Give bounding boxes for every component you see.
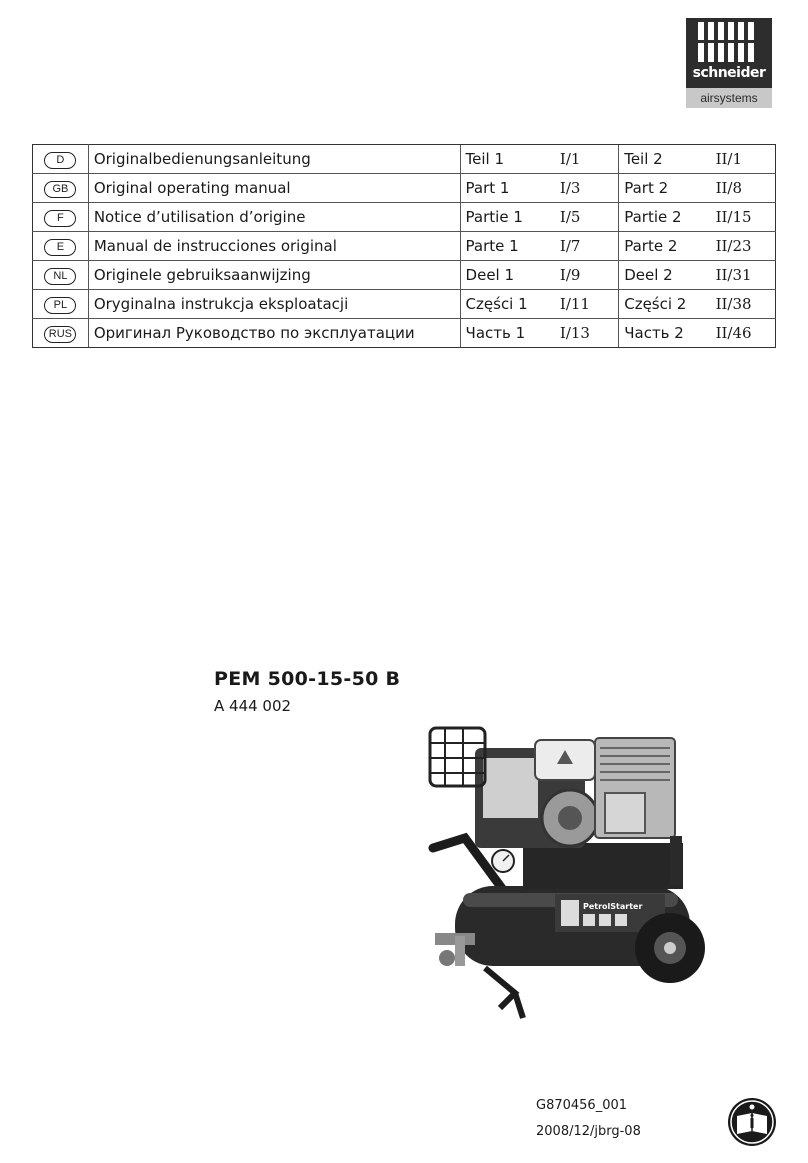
part2-page: II/15: [711, 203, 776, 232]
manual-title: Oryginalna instrukcja eksploatacji: [88, 290, 460, 319]
part2-label: Partie 2: [619, 203, 711, 232]
lang-code-badge: E: [44, 239, 76, 256]
manual-row: [33, 174, 776, 203]
model-code: A 444 002: [214, 697, 292, 715]
part1-label: Partie 1: [460, 203, 555, 232]
part2-page: II/1: [711, 145, 776, 174]
part1-page: I/13: [555, 319, 619, 348]
manual-title: Originele gebruiksaanwijzing: [88, 261, 460, 290]
part1-page: I/3: [555, 174, 619, 203]
lang-code-badge: RUS: [44, 326, 76, 343]
manual-row: [33, 232, 776, 261]
manual-title: Originalbedienungsanleitung: [88, 145, 460, 174]
part2-label: Teil 2: [619, 145, 711, 174]
manual-title: Manual de instrucciones original: [88, 232, 460, 261]
part2-label: Części 2: [619, 290, 711, 319]
lang-cell: [33, 145, 89, 174]
manual-row: [33, 145, 776, 174]
brand-logo: [686, 18, 772, 108]
manual-row: [33, 203, 776, 232]
part2-page: II/8: [711, 174, 776, 203]
manual-index-table: [32, 144, 776, 348]
part1-label: Part 1: [460, 174, 555, 203]
model-name: PEM 500-15-50 B: [214, 668, 401, 690]
part2-page: II/46: [711, 319, 776, 348]
document-date: 2008/12/jbrg-08: [536, 1124, 641, 1139]
lang-cell: [33, 319, 89, 348]
lang-code-badge: F: [44, 210, 76, 227]
logo-brand-text: schneider: [692, 65, 766, 81]
manual-title: Original operating manual: [88, 174, 460, 203]
tank-label-text: PetrolStarter: [583, 902, 643, 911]
part2-page: II/23: [711, 232, 776, 261]
part1-label: Części 1: [460, 290, 555, 319]
part2-label: Deel 2: [619, 261, 711, 290]
manual-title: Оригинал Руководство по эксплуатации: [88, 319, 460, 348]
part1-page: I/7: [555, 232, 619, 261]
compressor-illustration: [405, 718, 725, 1028]
logo-mark: [686, 18, 772, 88]
manual-row: [33, 319, 776, 348]
part1-label: Parte 1: [460, 232, 555, 261]
manual-row: [33, 290, 776, 319]
manual-row: [33, 261, 776, 290]
read-manual-icon: [726, 1096, 778, 1148]
lang-cell: [33, 261, 89, 290]
part1-page: I/11: [555, 290, 619, 319]
lang-code-badge: NL: [44, 268, 76, 285]
manual-title: Notice d’utilisation d’origine: [88, 203, 460, 232]
part1-label: Deel 1: [460, 261, 555, 290]
part2-label: Part 2: [619, 174, 711, 203]
lang-code-badge: D: [44, 152, 76, 169]
logo-subline: airsystems: [686, 88, 772, 108]
lang-cell: [33, 203, 89, 232]
part1-label: Часть 1: [460, 319, 555, 348]
lang-code-badge: GB: [44, 181, 76, 198]
part2-label: Часть 2: [619, 319, 711, 348]
part2-label: Parte 2: [619, 232, 711, 261]
lang-cell: [33, 174, 89, 203]
lang-cell: [33, 290, 89, 319]
lang-code-badge: PL: [44, 297, 76, 314]
part1-label: Teil 1: [460, 145, 555, 174]
part2-page: II/31: [711, 261, 776, 290]
part1-page: I/5: [555, 203, 619, 232]
part1-page: I/1: [555, 145, 619, 174]
lang-cell: [33, 232, 89, 261]
logo-stripes-icon: [694, 22, 764, 66]
part1-page: I/9: [555, 261, 619, 290]
document-number: G870456_001: [536, 1098, 628, 1113]
part2-page: II/38: [711, 290, 776, 319]
